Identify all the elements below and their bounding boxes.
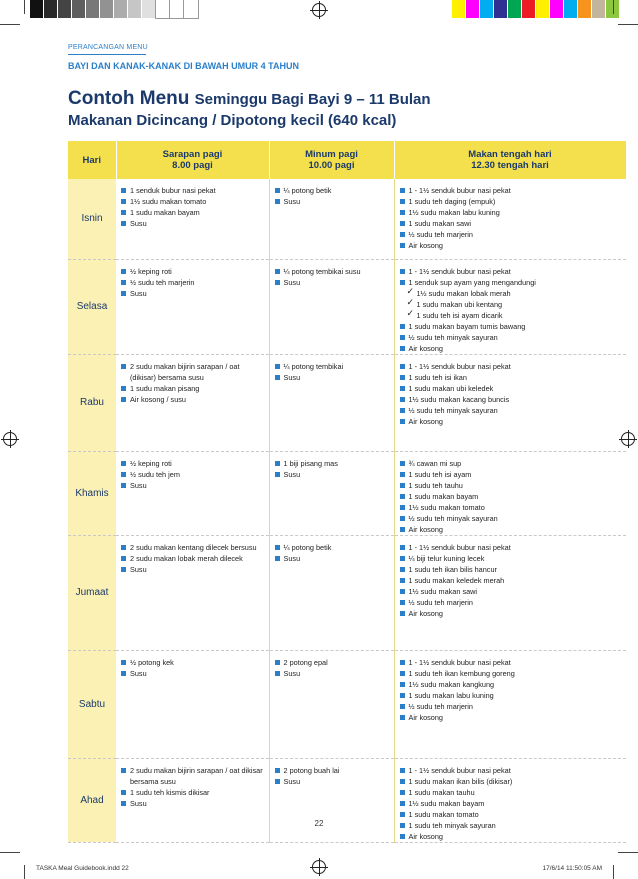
registration-mark-icon (3, 432, 17, 446)
table-row (68, 451, 626, 535)
list-item: 1 - 1½ senduk bubur nasi pekat (399, 361, 623, 372)
day-cell: Sabtu (68, 650, 116, 758)
list-item: ½ sudu teh marjerin (120, 277, 265, 288)
grayscale-color-bar (30, 0, 198, 18)
list-item: 1 senduk sup ayam yang mengandungi (399, 277, 623, 288)
breakfast-cell (116, 451, 269, 535)
list-item: 1 senduk bubur nasi pekat (120, 185, 265, 196)
food-list (399, 361, 623, 427)
list-item: 2 sudu makan bijirin sarapan / oat (dikisar) bersama susu (120, 361, 265, 383)
list-item: Susu (120, 564, 265, 575)
color-swatch (128, 0, 142, 18)
page-title (68, 88, 431, 110)
list-item: 1 - 1½ senduk bubur nasi pekat (399, 765, 623, 776)
list-item: 2 sudu makan bijirin sarapan / oat dikisar bersama susu (120, 765, 265, 787)
food-list (399, 458, 623, 535)
list-item: Air kosong (399, 416, 623, 427)
list-item: Susu (274, 668, 390, 679)
lunch-cell (394, 259, 626, 354)
list-item: ¼ biji telur kuning lecek (399, 553, 623, 564)
table-row (68, 758, 626, 842)
list-item: Susu (120, 798, 265, 809)
food-list (399, 657, 623, 723)
color-swatch (142, 0, 156, 18)
day-cell: Jumaat (68, 535, 116, 650)
food-list (399, 542, 623, 619)
registration-mark-icon (312, 3, 326, 17)
list-item: Susu (120, 668, 265, 679)
color-swatch (170, 0, 184, 18)
table-row (68, 179, 626, 259)
food-list (120, 185, 265, 229)
food-list (274, 185, 390, 207)
breakfast-cell (116, 179, 269, 259)
title-main: Contoh Menu (68, 88, 190, 109)
subsection-label: BAYI DAN KANAK-KANAK DI BAWAH UMUR 4 TAHUN (68, 61, 299, 71)
sub-item: ✓ 1 sudu teh isi ayam dicarik (399, 310, 623, 321)
crop-mark (613, 0, 614, 14)
file-slug: TASKA Meal Guidebook.indd 22 (36, 865, 129, 872)
table-row (68, 535, 626, 650)
color-swatch (508, 0, 522, 18)
food-list (120, 542, 265, 575)
list-item: Susu (274, 469, 390, 480)
list-item: 1 - 1½ senduk bubur nasi pekat (399, 542, 623, 553)
day-cell: Ahad (68, 758, 116, 842)
day-cell: Isnin (68, 179, 116, 259)
color-swatch (86, 0, 100, 18)
list-item: Susu (120, 480, 265, 491)
list-item: Air kosong (399, 608, 623, 619)
list-item: ¼ potong betik (274, 185, 390, 196)
list-item: ½ keping roti (120, 266, 265, 277)
list-item: ½ sudu teh minyak sayuran (399, 332, 623, 343)
list-item: ¼ potong tembikai susu (274, 266, 390, 277)
lunch-cell (394, 535, 626, 650)
morning-drink-cell (269, 758, 394, 842)
list-item: 1 sudu makan bayam tumis bawang (399, 321, 623, 332)
food-list (120, 765, 265, 809)
food-list (274, 657, 390, 679)
crop-mark (24, 0, 25, 14)
list-item: 1 sudu makan sawi (399, 218, 623, 229)
list-item: 1 sudu teh isi ayam (399, 469, 623, 480)
color-swatch (536, 0, 550, 18)
food-list (120, 657, 265, 679)
list-item: 1 sudu teh kismis dikisar (120, 787, 265, 798)
list-item: 1 - 1½ senduk bubur nasi pekat (399, 657, 623, 668)
crop-mark (613, 865, 614, 879)
day-cell: Selasa (68, 259, 116, 354)
list-item: ½ potong kek (120, 657, 265, 668)
color-swatch (184, 0, 198, 18)
page-number: 22 (314, 819, 324, 828)
list-item: 1 sudu teh daging (empuk) (399, 196, 623, 207)
morning-drink-cell (269, 535, 394, 650)
morning-drink-cell (269, 451, 394, 535)
breakfast-cell (116, 758, 269, 842)
crop-mark (618, 24, 638, 25)
list-item: 1½ sudu makan sawi (399, 586, 623, 597)
divider (68, 54, 146, 55)
list-item: Air kosong (399, 712, 623, 723)
breakfast-cell (116, 259, 269, 354)
color-swatch (494, 0, 508, 18)
color-swatch (114, 0, 128, 18)
morning-drink-cell (269, 650, 394, 758)
section-label: PERANCANGAN MENU (68, 44, 148, 51)
color-swatch (44, 0, 58, 18)
color-swatch (564, 0, 578, 18)
list-item: 1 - 1½ senduk bubur nasi pekat (399, 185, 623, 196)
lunch-cell (394, 354, 626, 451)
list-item: ½ sudu teh jem (120, 469, 265, 480)
table-row (68, 650, 626, 758)
weekly-menu-table (68, 141, 627, 843)
list-item: Air kosong / susu (120, 394, 265, 405)
morning-drink-cell (269, 354, 394, 451)
list-item: Air kosong (399, 343, 623, 354)
page-subtitle: Makanan Dicincang / Dipotong kecil (640 kcal) (68, 112, 397, 129)
breakfast-cell (116, 535, 269, 650)
list-item: 2 potong epal (274, 657, 390, 668)
food-list (399, 185, 623, 251)
list-item: 2 sudu makan lobak merah dilecek (120, 553, 265, 564)
table-header-row (68, 141, 626, 179)
color-swatch (72, 0, 86, 18)
column-header-lunch: Makan tengah hari 12.30 tengah hari (394, 141, 626, 179)
day-cell: Rabu (68, 354, 116, 451)
list-item: Susu (274, 196, 390, 207)
food-list (399, 765, 623, 842)
list-item: Susu (120, 218, 265, 229)
morning-drink-cell (269, 259, 394, 354)
food-list (274, 361, 390, 383)
crop-mark (0, 852, 20, 853)
lunch-cell (394, 650, 626, 758)
list-item: 1 - 1½ senduk bubur nasi pekat (399, 266, 623, 277)
list-item: 1½ sudu makan kacang buncis (399, 394, 623, 405)
crop-mark (618, 852, 638, 853)
list-item: Susu (274, 372, 390, 383)
list-item: ½ sudu teh marjerin (399, 597, 623, 608)
color-swatch (480, 0, 494, 18)
list-item: ¼ potong betik (274, 542, 390, 553)
list-item: 1 sudu makan ikan bilis (dikisar) (399, 776, 623, 787)
table-row (68, 259, 626, 354)
day-cell: Khamis (68, 451, 116, 535)
list-item: ½ keping roti (120, 458, 265, 469)
list-item: ¾ cawan mi sup (399, 458, 623, 469)
list-item: 1 sudu teh ikan bilis hancur (399, 564, 623, 575)
list-item: 1 sudu makan bayam (120, 207, 265, 218)
color-swatch (156, 0, 170, 18)
column-header-breakfast: Sarapan pagi 8.00 pagi (116, 141, 269, 179)
list-item: 1½ sudu makan tomato (399, 502, 623, 513)
list-item: 1 sudu makan keledek merah (399, 575, 623, 586)
list-item: 1½ sudu makan tomato (120, 196, 265, 207)
food-list (120, 266, 265, 299)
list-item: Susu (120, 288, 265, 299)
food-list (274, 542, 390, 564)
list-item: 1½ sudu makan labu kuning (399, 207, 623, 218)
lunch-cell (394, 179, 626, 259)
list-item: ½ sudu teh minyak sayuran (399, 513, 623, 524)
registration-mark-icon (312, 860, 326, 874)
food-list (120, 458, 265, 491)
table-row (68, 354, 626, 451)
column-header-morning-drink: Minum pagi 10.00 pagi (269, 141, 394, 179)
food-list (399, 266, 623, 354)
list-item: 1 sudu makan ubi keledek (399, 383, 623, 394)
list-item: Susu (274, 553, 390, 564)
breakfast-cell (116, 354, 269, 451)
color-swatch (58, 0, 72, 18)
color-swatch (550, 0, 564, 18)
food-list (120, 361, 265, 405)
color-swatch (466, 0, 480, 18)
list-item: 1½ sudu makan kangkung (399, 679, 623, 690)
list-item: 1 sudu teh isi ikan (399, 372, 623, 383)
list-item: ½ sudu teh marjerin (399, 701, 623, 712)
list-item: Susu (274, 776, 390, 787)
morning-drink-cell (269, 179, 394, 259)
list-item: Air kosong (399, 240, 623, 251)
list-item: Susu (274, 277, 390, 288)
food-list (274, 266, 390, 288)
color-swatch (30, 0, 44, 18)
title-rest: Seminggu Bagi Bayi 9 – 11 Bulan (194, 91, 431, 108)
crop-mark (0, 24, 20, 25)
food-list (274, 458, 390, 480)
sub-item: ✓ 1½ sudu makan lobak merah (399, 288, 623, 299)
color-swatch (452, 0, 466, 18)
list-item: 1½ sudu makan bayam (399, 798, 623, 809)
food-list (274, 765, 390, 787)
list-item: 1 sudu makan tomato (399, 809, 623, 820)
list-item: ½ sudu teh marjerin (399, 229, 623, 240)
list-item: 1 sudu makan bayam (399, 491, 623, 502)
list-item: 1 sudu teh minyak sayuran (399, 820, 623, 831)
lunch-cell (394, 451, 626, 535)
sub-item: ✓ 1 sudu makan ubi kentang (399, 299, 623, 310)
breakfast-cell (116, 650, 269, 758)
date-slug: 17/6/14 11:50:05 AM (542, 865, 602, 872)
list-item: ½ sudu teh minyak sayuran (399, 405, 623, 416)
list-item: 1 sudu teh tauhu (399, 480, 623, 491)
column-header-day: Hari (68, 141, 116, 179)
list-item: 1 sudu makan pisang (120, 383, 265, 394)
process-color-bar (452, 0, 620, 18)
list-item: Air kosong (399, 524, 623, 535)
lunch-cell (394, 758, 626, 842)
list-item: ¼ potong tembikai (274, 361, 390, 372)
crop-mark (24, 865, 25, 879)
color-swatch (592, 0, 606, 18)
list-item: 2 potong buah lai (274, 765, 390, 776)
list-item: 1 sudu makan tauhu (399, 787, 623, 798)
list-item: 2 sudu makan kentang dilecek bersusu (120, 542, 265, 553)
list-item: Air kosong (399, 831, 623, 842)
list-item: 1 sudu makan labu kuning (399, 690, 623, 701)
color-swatch (100, 0, 114, 18)
color-swatch (522, 0, 536, 18)
list-item: 1 biji pisang mas (274, 458, 390, 469)
list-item: 1 sudu teh ikan kembung goreng (399, 668, 623, 679)
color-swatch (578, 0, 592, 18)
